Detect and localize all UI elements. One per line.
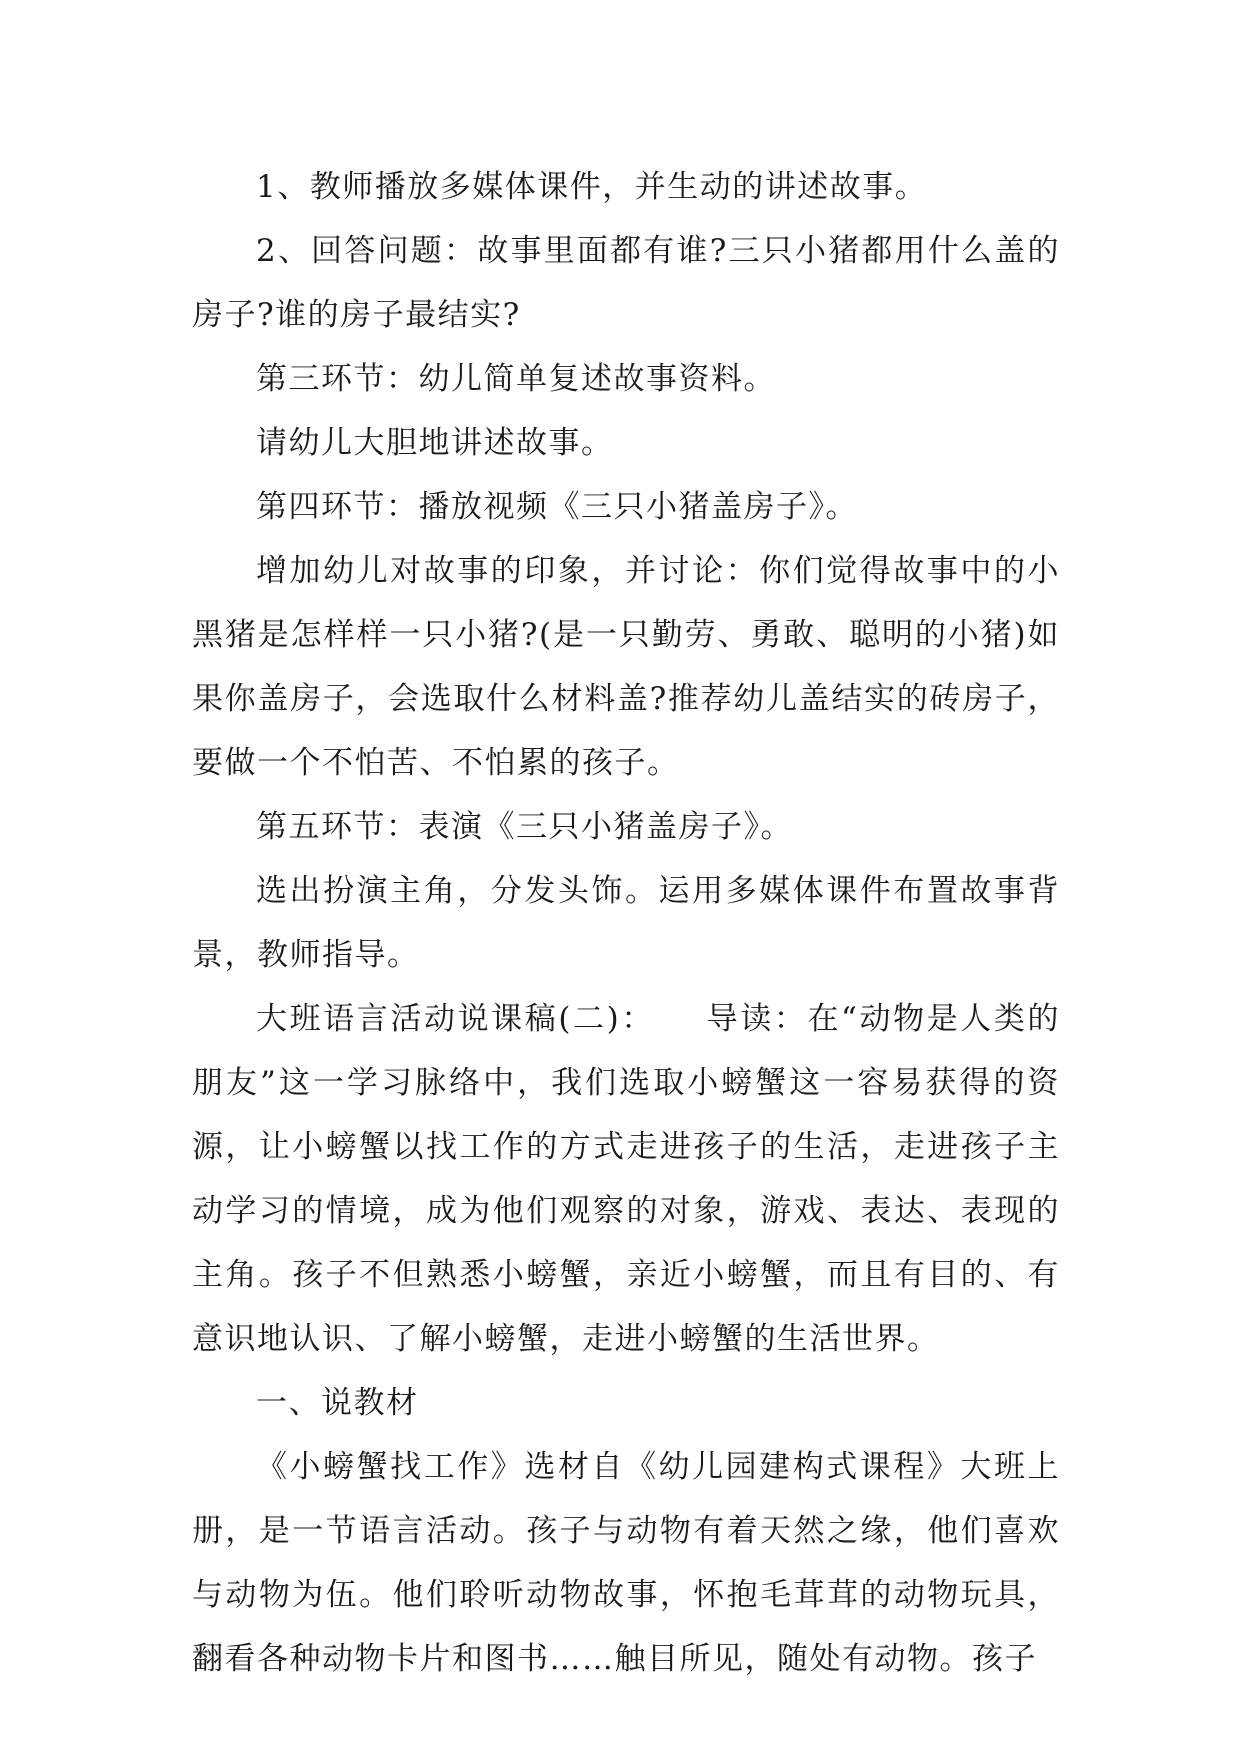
paragraph-section-5-heading: 第五环节：表演《三只小猪盖房子》。: [256, 809, 793, 845]
document-body: [192, 155, 1060, 1691]
paragraph-section-5-body: 选出扮演主角，分发头饰。运用多媒体课件布置故事背景，教师指导。: [192, 873, 1060, 973]
paragraph-step-2: 2、回答问题：故事里面都有谁?三只小猪都用什么盖的房子?谁的房子最结实?: [192, 233, 1060, 333]
paragraph-heading-teaching-material: 一、说教材: [256, 1385, 419, 1421]
paragraph-step-1: 1、教师播放多媒体课件，并生动的讲述故事。: [256, 169, 928, 205]
paragraph-section-4-body: 增加幼儿对故事的印象，并讨论：你们觉得故事中的小黑猪是怎样样一只小猪?(是一只勤劳、勇敢、聪明的小猪)如果你盖房子，会选取什么材料盖?推荐幼儿盖结实的砖房子，要做一个不怕苦、不怕累的孩子。: [192, 553, 1060, 781]
paragraph-section-3-heading: 第三环节：幼儿简单复述故事资料。: [256, 361, 776, 397]
paragraph-teaching-material-body: 《小螃蟹找工作》选材自《幼儿园建构式课程》大班上册，是一节语言活动。孩子与动物有着天然之缘，他们喜欢与动物为伍。他们聆听动物故事，怀抱毛茸茸的动物玩具，翻看各种动物卡片和图书……触目所见，随处有动物。孩子: [192, 1449, 1060, 1677]
paragraph-lecture-intro: 大班语言活动说课稿(二)： 导读：在“动物是人类的朋友”这一学习脉络中，我们选取小螃蟹这一容易获得的资源，让小螃蟹以找工作的方式走进孩子的生活，走进孩子主动学习的情境，成为他们观察的对象，游戏、表达、表现的主角。孩子不但熟悉小螃蟹，亲近小螃蟹，而且有目的、有意识地认识、了解小螃蟹，走进小螃蟹的生活世界。: [192, 1001, 1060, 1357]
paragraph-section-4-heading: 第四环节：播放视频《三只小猪盖房子》。: [256, 489, 858, 525]
paragraph-section-3-body: 请幼儿大胆地讲述故事。: [256, 425, 614, 461]
